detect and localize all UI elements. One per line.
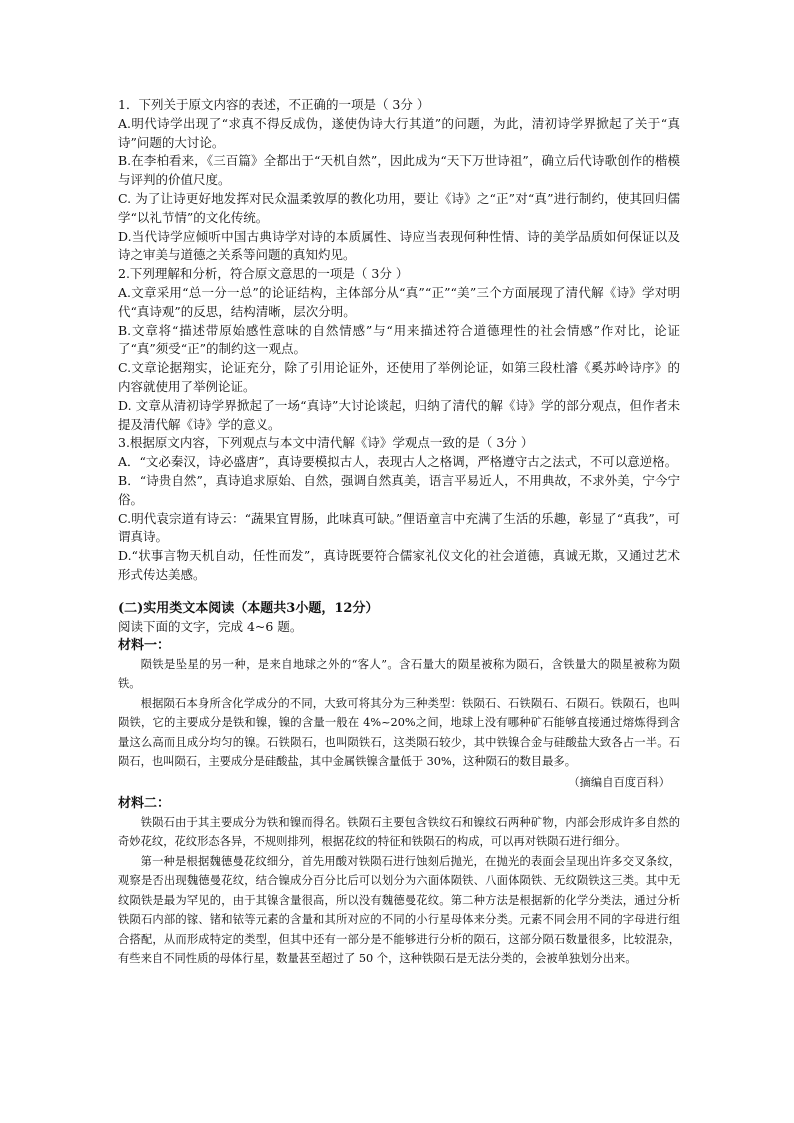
- question-3: [118, 434, 680, 584]
- option-d: D. 文章从清初诗学界掀起了一场“真诗”大讨论谈起，归纳了清代的解《诗》学的部分观点，但作者未提及清代解《诗》学的意义。: [118, 397, 680, 432]
- option-c: C.明代袁宗道有诗云：“蔬果宜胃肠，此味真可缺。”俚语童言中充满了生活的乐趣，彰显了“真我”，可谓真诗。: [118, 510, 680, 545]
- question-2: [118, 265, 680, 434]
- question-stem: 2.下列理解和分析，符合原文意思的一项是（ 3分 ）: [118, 266, 409, 282]
- option-d: D.当代诗学应倾听中国古典诗学对诗的本质属性、诗应当表现何种性情、诗的美学品质如何保证以及诗之审美与道德之关系等问题的真知灼见。: [118, 228, 680, 263]
- material-paragraph: 根据陨石本身所含化学成分的不同，大致可将其分为三种类型：铁陨石、石铁陨石、石陨石。铁陨石，也叫陨铁，它的主要成分是铁和镍，镍的含量一般在 4%~20%之间，地球上没有哪种矿石能够直接通过熔炼得到含量这么高而且成分均匀的镍。石铁陨石，也叫陨铁石，这类陨石较少，其中铁镍合金与硅酸盐大致各占一半。石陨石，也叫陨石，主要成分是硅酸盐，其中金属铁镍含量低于 30%，这种陨石的数目最多。: [118, 696, 680, 769]
- section-instruction: 阅读下面的文字，完成 4~6 题。: [118, 618, 303, 634]
- material-paragraph: 陨铁是坠星的另一种，是来自地球之外的“客人”。含石量大的陨星被称为陨石，含铁量大的陨星被称为陨铁。: [118, 657, 680, 691]
- option-b: B.在李柏看来，《三百篇》全都出于“天机自然”，因此成为“天下万世诗祖”，确立后代诗歌创作的楷模与评判的价值尺度。: [118, 153, 680, 188]
- section-title: (二)实用类文本阅读（本题共3小题，12分）: [118, 600, 379, 616]
- option-a: A.文章采用“总一分一总”的论证结构，主体部分从“真”“正”“美”三个方面展现了清代解《诗》学对明代“真诗观”的反思，结构清晰，层次分明。: [118, 284, 680, 319]
- material-paragraph: 铁陨石由于其主要成分为铁和镍而得名。铁陨石主要包含铁纹石和镍纹石两种矿物，内部会形成许多自然的奇妙花纹，花纹形态各异，不规则排列，根据花纹的特征和铁陨石的构成，可以再对铁陨石进行细分。: [118, 815, 680, 849]
- option-c: C.文章论据翔实，论证充分，除了引用论证外，还使用了举例论证，如第三段杜濬《奚苏岭诗序》的内容就使用了举例论证。: [118, 360, 680, 394]
- material-2-body: [118, 813, 680, 969]
- question-stem: 3.根据原文内容，下列观点与本文中清代解《诗》学观点一致的是（ 3分 ）: [118, 435, 534, 451]
- material-1-source: （摘编自百度百科）: [568, 775, 670, 789]
- question-stem: 1．下列关于原文内容的表述，不正确的一项是（ 3分 ）: [118, 97, 430, 112]
- material-1-body: [118, 655, 680, 772]
- exam-page: [118, 96, 680, 969]
- option-d: D.“状事言物天机自动，任性而发”，真诗既要符合儒家礼仪文化的社会道德，真诚无欺，又通过艺术形式传达美感。: [118, 548, 680, 582]
- material-2-label: 材料二：: [118, 795, 171, 811]
- option-b: B.文章将“描述带原始感性意味的自然情感”与“用来描述符合道德理性的社会情感”作对比，论证了“真”须受“正”的制约这一观点。: [118, 322, 680, 357]
- material-paragraph: 第一种是根据魏德曼花纹细分，首先用酸对铁陨石进行蚀刻后抛光，在抛光的表面会呈现出许多交叉条纹，观察是否出现魏德曼花纹，结合镍成分百分比后可以划分为六面体陨铁、八面体陨铁、无纹陨铁这三类。其中无纹陨铁是最为罕见的，由于其镍含量很高，所以没有魏德曼花纹。第二种方法是根据新的化学分类法，通过分析铁陨石内部的镓、锗和铱等元素的含量和其所对应的不同的小行星母体来分类。元素不同会用不同的字母进行组合搭配，从而形成特定的类型，但其中还有一部分是不能够进行分析的陨石，这部分陨石数量很多，比较混杂，有些来自不同性质的母体行星，数量甚至超过了 50 个，这种铁陨石是无法分类的，会被单独划分出来。: [118, 854, 680, 966]
- option-a: A．“文必秦汉，诗必盛唐”，真诗要模拟古人，表现古人之格调，严格遵守古之法式，不可以意逆格。: [118, 454, 678, 470]
- option-c: C. 为了让诗更好地发挥对民众温柔敦厚的教化功用，要让《诗》之“正”对“真”进行制约，使其回归儒学“以礼节情”的文化传统。: [118, 190, 680, 225]
- option-a: A.明代诗学出现了“求真不得反成伪，遂使伪诗大行其道”的问题，为此，清初诗学界掀起了关于“真诗”问题的大讨论。: [118, 115, 680, 150]
- option-b: B．“诗贵自然”，真诗追求原始、自然，强调自然真美，语言平易近人，不用典故，不求外美，宁今宁俗。: [118, 472, 680, 507]
- material-1-label: 材料一：: [118, 637, 171, 653]
- question-1: [118, 96, 680, 265]
